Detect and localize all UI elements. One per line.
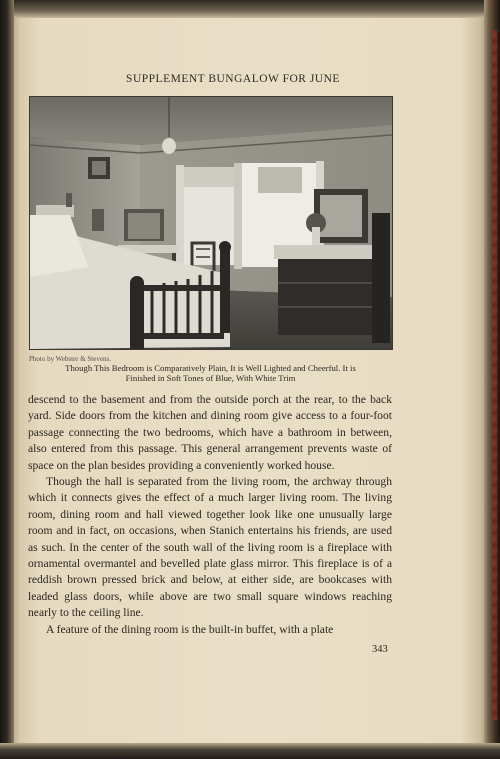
running-head: SUPPLEMENT BUNGALOW FOR JUNE <box>126 73 340 85</box>
right-binding-shadow <box>484 0 500 759</box>
page-number: 343 <box>372 644 388 655</box>
caption-line-1: Though This Bedroom is Comparatively Plain, It is Well Lighted and Cheerful. It is <box>65 363 356 373</box>
article-body <box>28 392 392 638</box>
caption-line-2: Finished in Soft Tones of Blue, With White Trim <box>125 373 296 383</box>
paragraph-1: descend to the basement and from the outside porch at the rear, to the back yard. Side doors from the kitchen and dining room give access to a four-foot passage connecting the two bedrooms, which have a bathroom in between, also entered from this passage. This general arrangement prevents waste of space on the plan besides providing a conveniently worked house. <box>28 393 392 472</box>
page-bottom-edge <box>0 743 500 759</box>
left-binding-shadow <box>0 0 14 759</box>
page-content <box>18 18 480 742</box>
paragraph-3: A feature of the dining room is the built-in buffet, with a plate <box>46 622 334 636</box>
page-top-edge <box>0 0 500 18</box>
paragraph-2: Though the hall is separated from the living room, the archway through which it connects gives the effect of a much larger living room. The living room, dining room and hall viewed together look like one unusually large room and in fact, on occasions, when Stanich entertains his friends, are used as such. In the center of the south wall of the living room is a fireplace with ornamental overmantel and bevelled plate glass mirror. This fireplace is of a reddish brown pressed brick and below, at either side, are bookcases with leaded glass doors, while above are two small square windows reaching nearly to the ceiling line. <box>28 475 392 620</box>
photo-caption <box>28 363 393 383</box>
bedroom-photograph <box>29 96 393 350</box>
photo-credit: Photo by Webster & Stevens. <box>29 355 111 363</box>
bedroom-photo-illustration <box>30 97 392 349</box>
